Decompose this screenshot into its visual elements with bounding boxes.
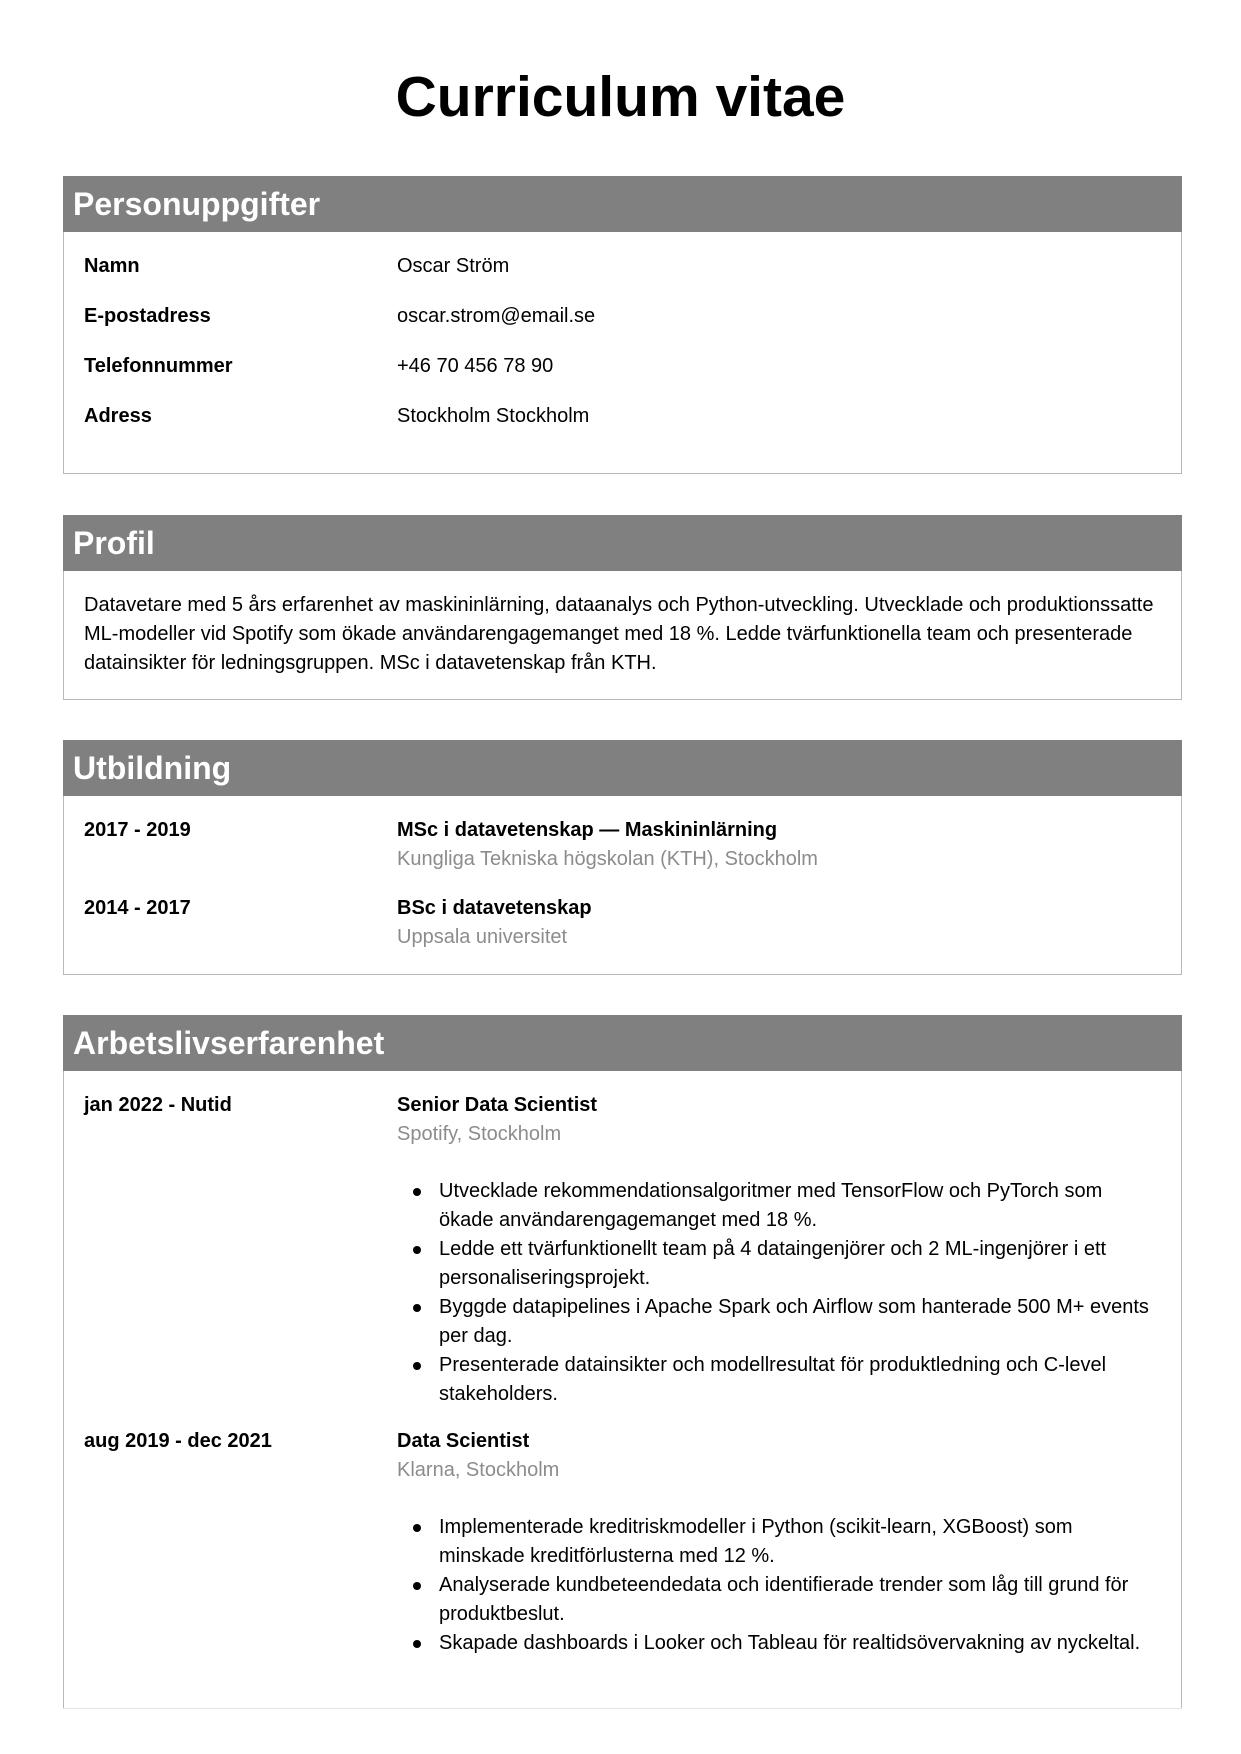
bullet-icon [413, 1524, 421, 1532]
entry-date: 2017 - 2019 [84, 819, 191, 841]
bullet-icon [413, 1304, 421, 1312]
field-value: Stockholm Stockholm [397, 405, 590, 427]
entry-content [397, 1427, 1161, 1658]
bullet-item [413, 1177, 1161, 1235]
page-divider [63, 1708, 1182, 1709]
bullet-text: Utvecklade rekommendationsalgoritmer med TensorFlow och PyTorch som ökade användarengagemanget med 18 %. [439, 1180, 1103, 1231]
bullet-text: Implementerade kreditriskmodeller i Python (scikit-learn, XGBoost) som minskade kreditförlusterna med 12 %. [439, 1516, 1073, 1567]
bullet-icon [413, 1188, 421, 1196]
work-entry [84, 1091, 1161, 1409]
page-title: Curriculum vitae [395, 65, 846, 129]
section-heading-work: Arbetslivserfarenhet [63, 1015, 1182, 1071]
bullet-icon [413, 1362, 421, 1370]
profile-text: Datavetare med 5 års erfarenhet av maskininlärning, dataanalys och Python-utveckling. Utvecklade och produktionssatte ML-modeller vid Spotify som ökade användarengagemanget med 18 %. Ledde tvärfunktionella team och presenterade datainsikter för ledningsgruppen. MSc i datavetenskap från KTH. [84, 594, 1154, 674]
personal-row-name [84, 253, 1161, 279]
bullet-text: Analyserade kundbeteendedata och identifierade trender som låg till grund för produktbeslut. [439, 1574, 1129, 1625]
work-list [64, 1071, 1181, 1658]
field-label: Adress [84, 405, 152, 427]
entry-content [397, 816, 1161, 874]
bullet-icon [413, 1582, 421, 1590]
personal-details [64, 232, 1181, 429]
entry-title: BSc i datavetenskap [397, 897, 592, 919]
field-label: Telefonnummer [84, 355, 233, 377]
profile-body [64, 571, 1181, 678]
bullet-list [397, 1177, 1161, 1409]
education-entry [84, 894, 1161, 952]
personal-section [63, 176, 1182, 474]
entry-content [397, 894, 1161, 952]
entry-date: jan 2022 - Nutid [84, 1094, 232, 1116]
education-section [63, 740, 1182, 975]
bullet-list [397, 1513, 1161, 1658]
bullet-text: Skapade dashboards i Looker och Tableau för realtidsövervakning av nyckeltal. [439, 1632, 1141, 1654]
bullet-item [413, 1235, 1161, 1293]
entry-place: Spotify, Stockholm [397, 1123, 562, 1145]
entry-title: Data Scientist [397, 1430, 530, 1452]
entry-title: MSc i datavetenskap — Maskininlärning [397, 819, 778, 841]
bullet-item [413, 1571, 1161, 1629]
work-section [63, 1015, 1182, 1708]
entry-date: aug 2019 - dec 2021 [84, 1430, 272, 1452]
entry-place: Uppsala universitet [397, 926, 568, 948]
profile-section [63, 515, 1182, 700]
education-list [64, 796, 1181, 952]
field-value: +46 70 456 78 90 [397, 355, 554, 377]
work-entry [84, 1427, 1161, 1658]
bullet-item [413, 1629, 1161, 1658]
field-value: oscar.strom@email.se [397, 305, 596, 327]
section-heading-personal: Personuppgifter [63, 176, 1182, 232]
field-label: E-postadress [84, 305, 211, 327]
bullet-icon [413, 1640, 421, 1648]
field-value: Oscar Ström [397, 255, 510, 277]
field-label: Namn [84, 255, 140, 277]
bullet-text: Ledde ett tvärfunktionellt team på 4 dataingenjörer och 2 ML-ingenjörer i ett personaliseringsprojekt. [439, 1238, 1107, 1289]
bullet-item [413, 1351, 1161, 1409]
entry-place: Klarna, Stockholm [397, 1459, 560, 1481]
entry-content [397, 1091, 1161, 1409]
personal-row-phone [84, 353, 1161, 379]
bullet-item [413, 1513, 1161, 1571]
section-heading-profile: Profil [63, 515, 1182, 571]
entry-place: Kungliga Tekniska högskolan (KTH), Stockholm [397, 848, 818, 870]
personal-row-email [84, 303, 1161, 329]
personal-row-address [84, 403, 1161, 429]
bullet-item [413, 1293, 1161, 1351]
bullet-text: Byggde datapipelines i Apache Spark och Airflow som hanterade 500 M+ events per dag. [439, 1296, 1149, 1347]
entry-date: 2014 - 2017 [84, 897, 191, 919]
section-heading-education: Utbildning [63, 740, 1182, 796]
bullet-icon [413, 1246, 421, 1254]
entry-title: Senior Data Scientist [397, 1094, 598, 1116]
bullet-text: Presenterade datainsikter och modellresultat för produktledning och C-level stakeholders. [439, 1354, 1107, 1405]
education-entry [84, 816, 1161, 874]
